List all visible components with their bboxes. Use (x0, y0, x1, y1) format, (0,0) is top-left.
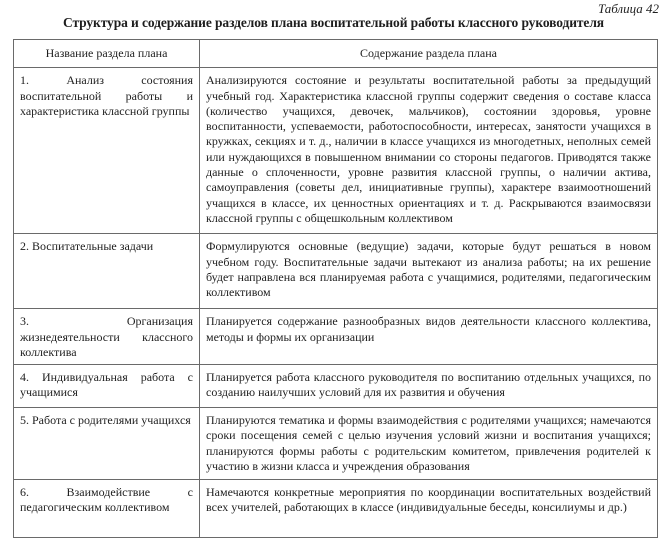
header-content: Содержание раздела плана (200, 40, 658, 68)
table-row (14, 234, 658, 309)
section-name: 2. Воспитательные задачи (14, 234, 200, 309)
section-content: Формулируются основные (ведущие) задачи, которые будут решаться в новом учебном году. Воспитательные задачи вытекают из анализа работы; на их решение будет направлена вся планируемая работа с учащимися, родителями, педагогическим коллективом (200, 234, 658, 309)
section-name: 5. Работа с родителями учащихся (14, 408, 200, 480)
section-name: 6. Взаимодействие с педагогическим коллективом (14, 480, 200, 538)
section-name: 3. Организация жизнедеятельности классного коллектива (14, 309, 200, 365)
plan-table (13, 39, 658, 538)
header-row (14, 40, 658, 68)
table-row (14, 68, 658, 234)
section-content: Анализируются состояние и результаты воспитательной работы за предыдущий учебный год. Характеристика классной группы содержит сведения о составе класса (количество учащихся, девочек, мальчиков), состоянии здоровья, уровне воспитанности, успеваемости, работоспособности, интересах, занятости учащихся в кружках, секциях и т. д., наличии в классе учащихся из многодетных, неполных семей или нуждающихся в повышенном внимании со стороны педагогов. Приводятся также данные о сплоченности, уровне развития классной группы, о наличии актива, самоуправления (советы дел, инициативные группы), характере взаимоотношений учащихся в классе, их ценностных ориентациях и т. д. Раскрываются взаимосвязи классной группы с общешкольным коллективом (200, 68, 658, 234)
section-name: 4. Индивидуальная работа с учащимися (14, 365, 200, 408)
section-name: 1. Анализ состояния воспитательной работы и характеристика классной группы (14, 68, 200, 234)
section-content: Намечаются конкретные мероприятия по координации воспитательных воздействий всех учителей, работающих в классе (индивидуальные беседы, консилиумы и др.) (200, 480, 658, 538)
section-content: Планируются тематика и формы взаимодействия с родителями учащихся; намечаются сроки посещения семей с целью изучения условий жизни и воспитания учащихся; планируются формы работы с родительским комитетом, привлечения родителей к участию в жизни класса и учреждения образования (200, 408, 658, 480)
section-content: Планируется содержание разнообразных видов деятельности классного коллектива, методы и формы их организации (200, 309, 658, 365)
table-title: Структура и содержание разделов плана воспитательной работы классного руководителя (62, 15, 605, 30)
table-row (14, 365, 658, 408)
table-row (14, 480, 658, 538)
table-row (14, 408, 658, 480)
table-number: Таблица 42 (597, 1, 659, 16)
section-content: Планируется работа классного руководителя по воспитанию отдельных учащихся, по созданию наилучших условий для их развития и обучения (200, 365, 658, 408)
table-row (14, 309, 658, 365)
header-name: Название раздела плана (14, 40, 200, 68)
